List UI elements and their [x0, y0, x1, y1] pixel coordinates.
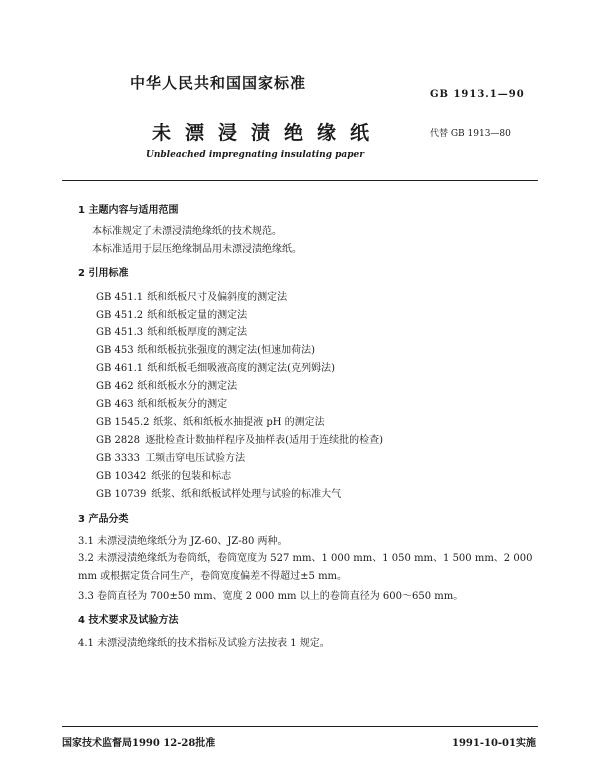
document-title: 未漂浸渍绝缘纸 — [152, 122, 384, 144]
section-1-paragraph-1: 本标准规定了未漂浸渍绝缘纸的技术规范。 — [92, 226, 282, 237]
reference-title: 纸浆、纸和纸板试样处理与试验的标准大气 — [151, 489, 342, 500]
reference-code: GB 462 — [96, 381, 134, 392]
footer-rule — [62, 726, 538, 727]
reference-item — [96, 431, 383, 446]
reference-item — [96, 449, 245, 464]
english-title: Unbleached impregnating insulating paper — [146, 150, 365, 160]
reference-title: 纸和纸板厚度的测定法 — [147, 327, 248, 338]
reference-item — [96, 323, 247, 338]
reference-title: 工频击穿电压试验方法 — [145, 453, 246, 464]
approval-date: 国家技术监督局1990 12-28批准 — [62, 738, 216, 749]
clause-3-3: 3.3 卷筒直径为 700±50 mm、宽度 2 000 mm 以上的卷筒直径为 600～650 mm。 — [78, 591, 464, 602]
reference-title: 纸浆、纸和纸板水抽提液 pH 的测定法 — [153, 417, 325, 428]
reference-item — [96, 341, 315, 356]
reference-title: 纸和纸板抗张强度的测定法(恒速加荷法) — [137, 345, 315, 356]
reference-code: GB 3333 — [96, 453, 140, 464]
header-rule — [62, 180, 538, 181]
section-1-heading: 1 主题内容与适用范围 — [78, 205, 179, 216]
country-standard-heading: 中华人民共和国国家标准 — [130, 74, 307, 92]
reference-item — [96, 377, 237, 392]
reference-code: GB 10342 — [96, 471, 147, 482]
reference-title: 纸和纸板毛细吸液高度的测定法(克列姆法) — [147, 363, 335, 374]
reference-code: GB 451.3 — [96, 327, 144, 338]
reference-item — [96, 395, 227, 410]
reference-item — [96, 288, 287, 303]
reference-code: GB 451.1 — [96, 292, 144, 303]
reference-code: GB 10739 — [96, 489, 147, 500]
reference-code: GB 2828 — [96, 435, 140, 446]
reference-code: GB 453 — [96, 345, 134, 356]
reference-code: GB 1545.2 — [96, 417, 150, 428]
reference-title: 逐批检查计数抽样程序及抽样表(适用于连续批的检查) — [145, 435, 383, 446]
reference-code: GB 463 — [96, 399, 134, 410]
section-4-heading: 4 技术要求及试验方法 — [78, 615, 179, 626]
reference-item — [96, 306, 247, 321]
clause-4-1: 4.1 未漂浸渍绝缘纸的技术指标及试验方法按表 1 规定。 — [78, 638, 330, 649]
section-3-heading: 3 产品分类 — [78, 514, 129, 525]
clause-3-2: 3.2 未漂浸渍绝缘纸为卷筒纸，卷筒宽度为 527 mm、1 000 mm、1 050 mm、1 500 mm、2 000 mm 或根据定货合同生产，卷筒宽度偏差不得超过±5 mm。 — [78, 553, 533, 582]
section-2-heading: 2 引用标准 — [78, 268, 129, 279]
reference-code: GB 451.2 — [96, 310, 144, 321]
replaces-note: 代替 GB 1913—80 — [430, 129, 511, 139]
standard-code: GB 1913.1—90 — [430, 89, 525, 100]
section-1-paragraph-2: 本标准适用于层压绝缘制品用未漂浸渍绝缘纸。 — [92, 244, 302, 255]
reference-item — [96, 467, 231, 482]
reference-code: GB 461.1 — [96, 363, 144, 374]
reference-item — [96, 359, 335, 374]
reference-title: 纸张的包装和标志 — [151, 471, 232, 482]
reference-title: 纸和纸板定量的测定法 — [147, 310, 248, 321]
effective-date: 1991-10-01实施 — [452, 738, 536, 749]
reference-title: 纸和纸板尺寸及偏斜度的测定法 — [147, 292, 288, 303]
reference-item — [96, 485, 341, 500]
clause-3-1: 3.1 未漂浸渍绝缘纸分为 JZ-60、JZ-80 两种。 — [78, 536, 288, 547]
reference-title: 纸和纸板灰分的测定 — [137, 399, 228, 410]
reference-title: 纸和纸板水分的测定法 — [137, 381, 238, 392]
reference-item — [96, 413, 325, 428]
